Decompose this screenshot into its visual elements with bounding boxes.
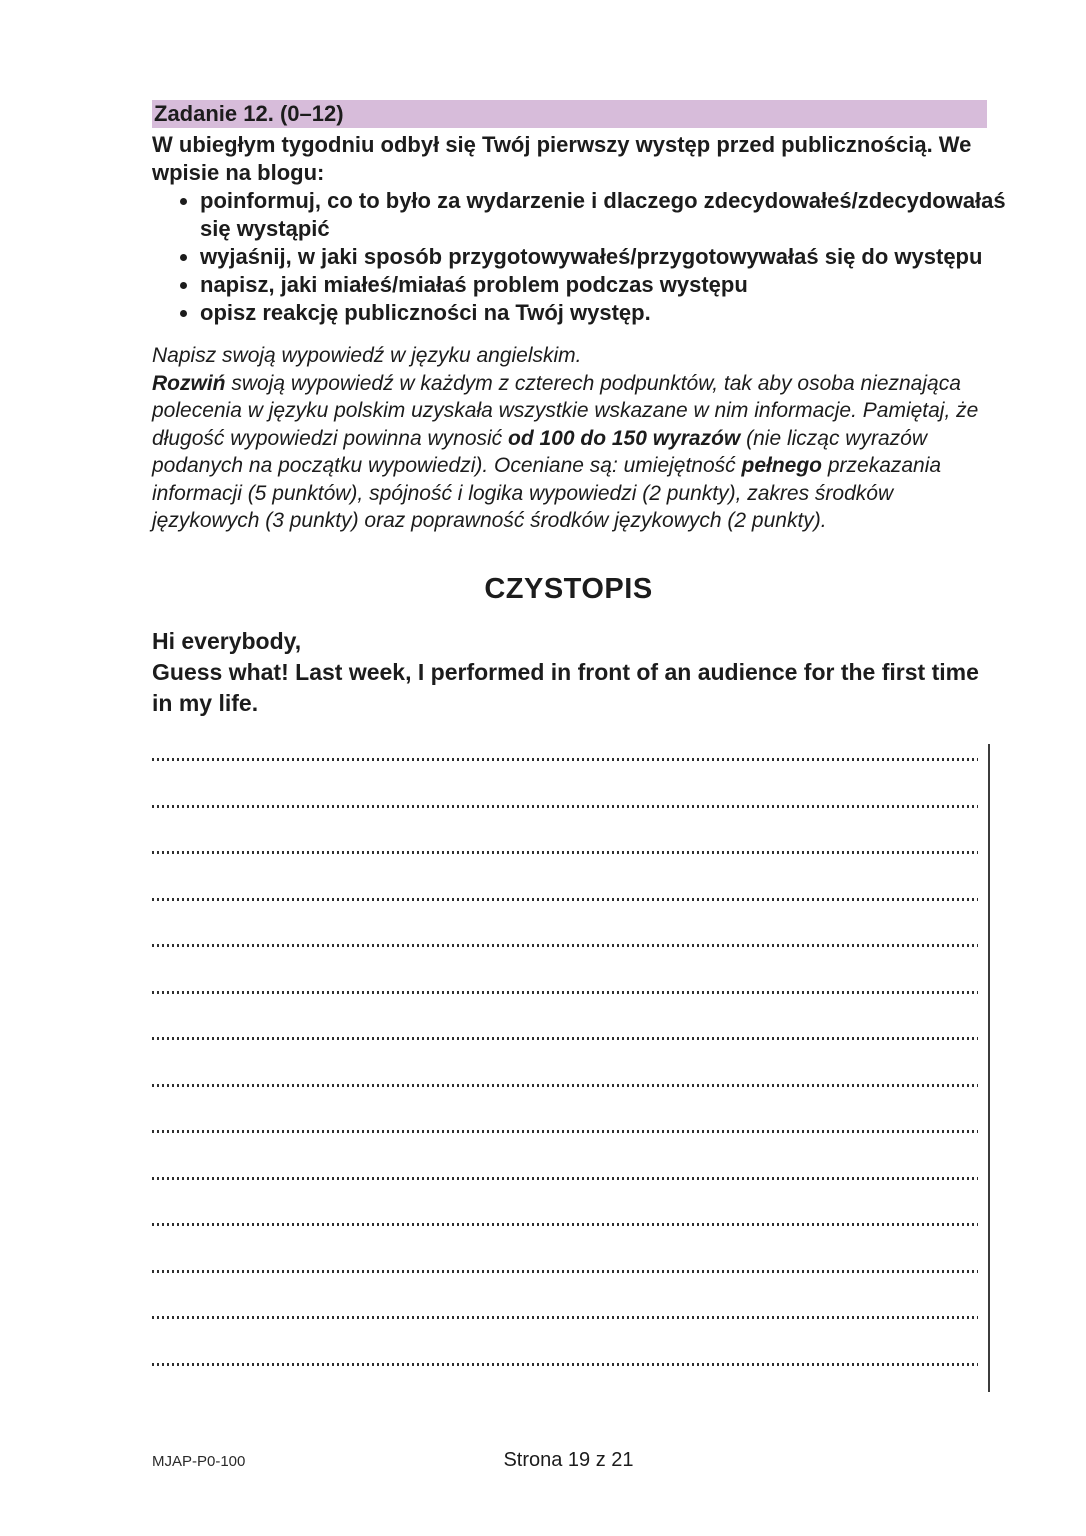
note-paragraph <box>152 370 994 535</box>
note-language-line: Napisz swoją wypowiedź w języku angielskim. <box>152 344 582 367</box>
note-segment-6: przekazania informacji (5 punktów), spójność i logika wypowiedzi (2 punkty), zakres środków językowych (3 punkty) oraz poprawność środków językowych (2 punkty). <box>152 454 942 532</box>
answer-salutation: Hi everybody, <box>152 628 302 654</box>
answer-line <box>152 944 978 947</box>
task-bullet-4: • opisz reakcję publiczności na Twój występ. <box>200 299 1020 327</box>
answer-opening: Guess what! Last week, I performed in front of an audience for the first time in my life. <box>152 659 979 716</box>
task-header-label: Zadanie 12. (0–12) <box>154 101 344 126</box>
answer-margin-rule <box>988 744 990 1392</box>
answer-line <box>152 898 978 901</box>
czystopis-heading: CZYSTOPIS <box>484 573 653 605</box>
task-bullet-1: • poinformuj, co to było za wydarzenie i dlaczego zdecydowałeś/zdecydowałaś się wystąpić <box>200 187 1020 243</box>
answer-line <box>152 1270 978 1273</box>
answer-line <box>152 991 978 994</box>
footer-page-number: Strona 19 z 21 <box>503 1449 634 1471</box>
note-segment-bold-5: pełnego <box>741 454 823 477</box>
answer-line <box>152 758 978 761</box>
task-intro: W ubiegłym tygodniu odbył się Twój pierwszy występ przed publicznością. We wpisie na blogu: <box>152 132 972 185</box>
answer-line <box>152 805 978 808</box>
answer-line <box>152 1177 978 1180</box>
note-segment-4: (nie licząc wyrazów podanych na początku wypowiedzi). Oceniane są: umiejętność <box>152 426 927 477</box>
task-bullet-list <box>152 187 1020 327</box>
answer-area <box>152 758 978 1409</box>
answer-line <box>152 1223 978 1226</box>
answer-line <box>152 1037 978 1040</box>
answer-line <box>152 851 978 854</box>
answer-line <box>152 1316 978 1319</box>
answer-line <box>152 1084 978 1087</box>
note-segment-2: swoją wypowiedź w każdym z czterech podpunktów, tak aby osoba nieznająca polecenia w języku polskim uzyskała wszystkie wskazane w nim informacje. Pamiętaj, że długość wypowiedzi powinna wynosić <box>152 371 979 450</box>
task-note <box>152 342 994 535</box>
answer-line <box>152 1363 978 1366</box>
note-segment-bold-1: Rozwiń <box>152 371 226 395</box>
task-bullet-3: • napisz, jaki miałeś/miałaś problem podczas występu <box>200 271 1020 299</box>
task-header <box>152 100 987 128</box>
footer-code: MJAP-P0-100 <box>152 1453 246 1470</box>
answer-line <box>152 1130 978 1133</box>
answer-intro <box>152 626 985 719</box>
note-segment-bold-3: od 100 do 150 wyrazów <box>508 426 741 450</box>
task-bullet-2: • wyjaśnij, w jaki sposób przygotowywałeś/przygotowywałaś się do występu <box>200 243 1020 271</box>
